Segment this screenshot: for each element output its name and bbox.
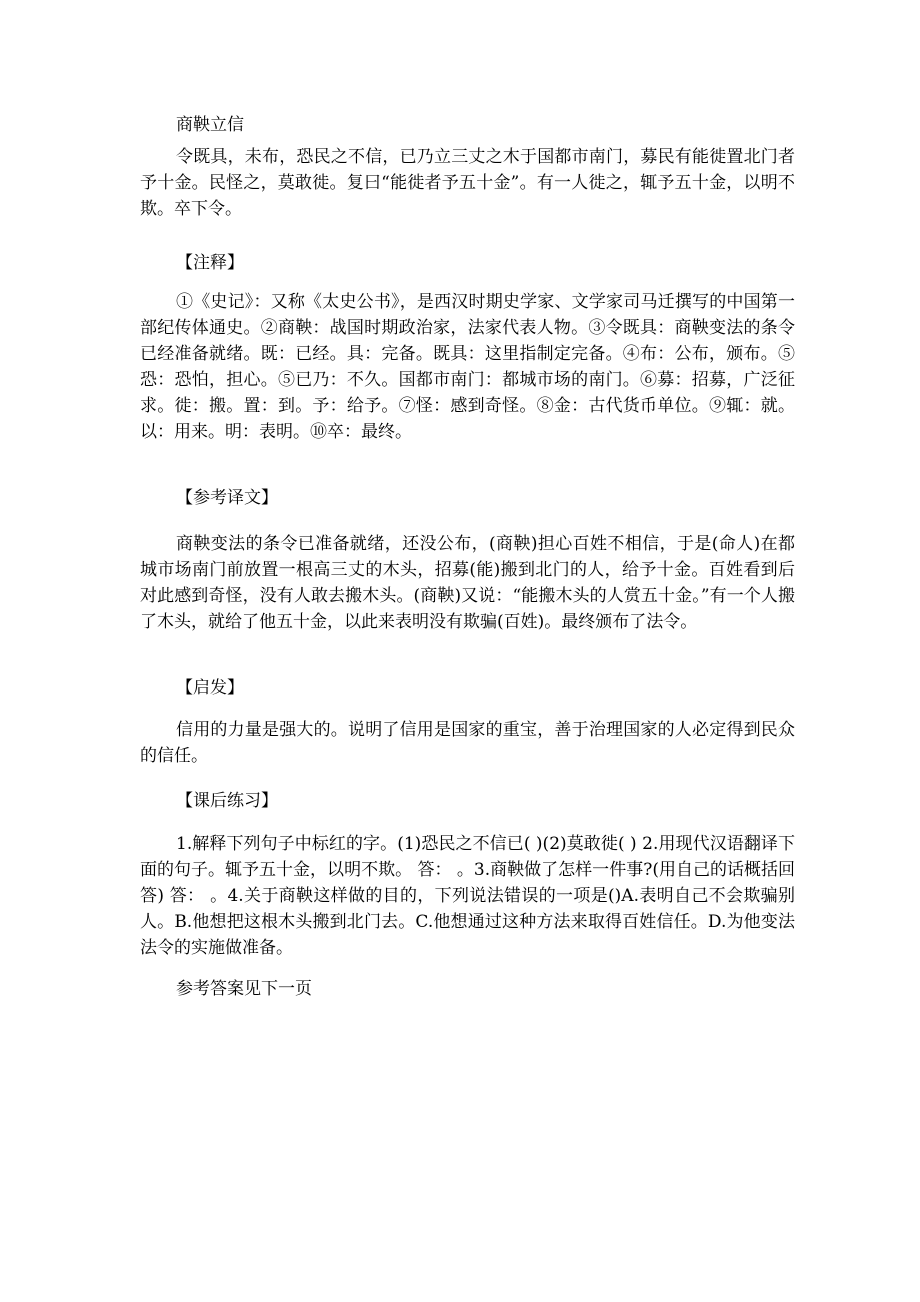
original-text-paragraph: 令既具，未布，恐民之不信，已乃立三丈之木于国都市南门，募民有能徙置北门者予十金。民怪之，莫敢徙。复曰“能徙者予五十金”。有一人徙之，辄予五十金，以明不欺。卒下令。 — [140, 147, 795, 219]
exercises-paragraph: 1.解释下列句子中标红的字。(1)恐民之不信已( )(2)莫敢徙( ) 2.用现代汉语翻译下面的句子。辄予五十金，以明不欺。 答： 。3.商鞅做了怎样一件事?(用自己的话概括回答) 答： 。4.关于商鞅这样做的目的，下列说法错误的一项是()A.表明自己不会欺骗别人。B.他想把这根木头搬到北门去。C.他想通过这种方法来取得百姓信任。D.为他变法法令的实施做准备。 — [140, 834, 795, 958]
footer-note: 参考答案见下一页 — [176, 979, 312, 999]
translation-paragraph: 商鞅变法的条令已准备就绪，还没公布，(商鞅)担心百姓不相信，于是(命人)在都城市场南门前放置一根高三丈的木头，招募(能)搬到北门的人，给予十金。百姓看到后对此感到奇怪，没有人敢去搬木头。(商鞅)又说：“能搬木头的人赏五十金。”有一个人搬了木头，就给了他五十金，以此来表明没有欺骗(百姓)。最终颁布了法令。 — [140, 534, 795, 632]
notes-paragraph: ①《史记》：又称《太史公书》，是西汉时期史学家、文学家司马迁撰写的中国第一部纪传体通史。②商鞅：战国时期政治家，法家代表人物。③令既具：商鞅变法的条令已经准备就绪。既：已经。具：完备。既具：这里指制定完备。④布：公布，颁布。⑤恐：恐怕，担心。⑤已乃：不久。国都市南门：都城市场的南门。⑥募：招募，广泛征求。徙：搬。置：到。予：给予。⑦怪：感到奇怪。⑧金：古代货币单位。⑨辄：就。以：用来。明：表明。⑩卒：最终。 — [140, 292, 795, 442]
document-title: 商鞅立信 — [176, 115, 244, 135]
inspiration-heading: 【启发】 — [176, 678, 244, 698]
inspiration-paragraph: 信用的力量是强大的。说明了信用是国家的重宝，善于治理国家的人必定得到民众的信任。 — [140, 720, 795, 766]
exercises-heading: 【课后练习】 — [176, 791, 278, 811]
translation-heading: 【参考译文】 — [176, 488, 278, 508]
notes-heading: 【注释】 — [176, 253, 244, 273]
